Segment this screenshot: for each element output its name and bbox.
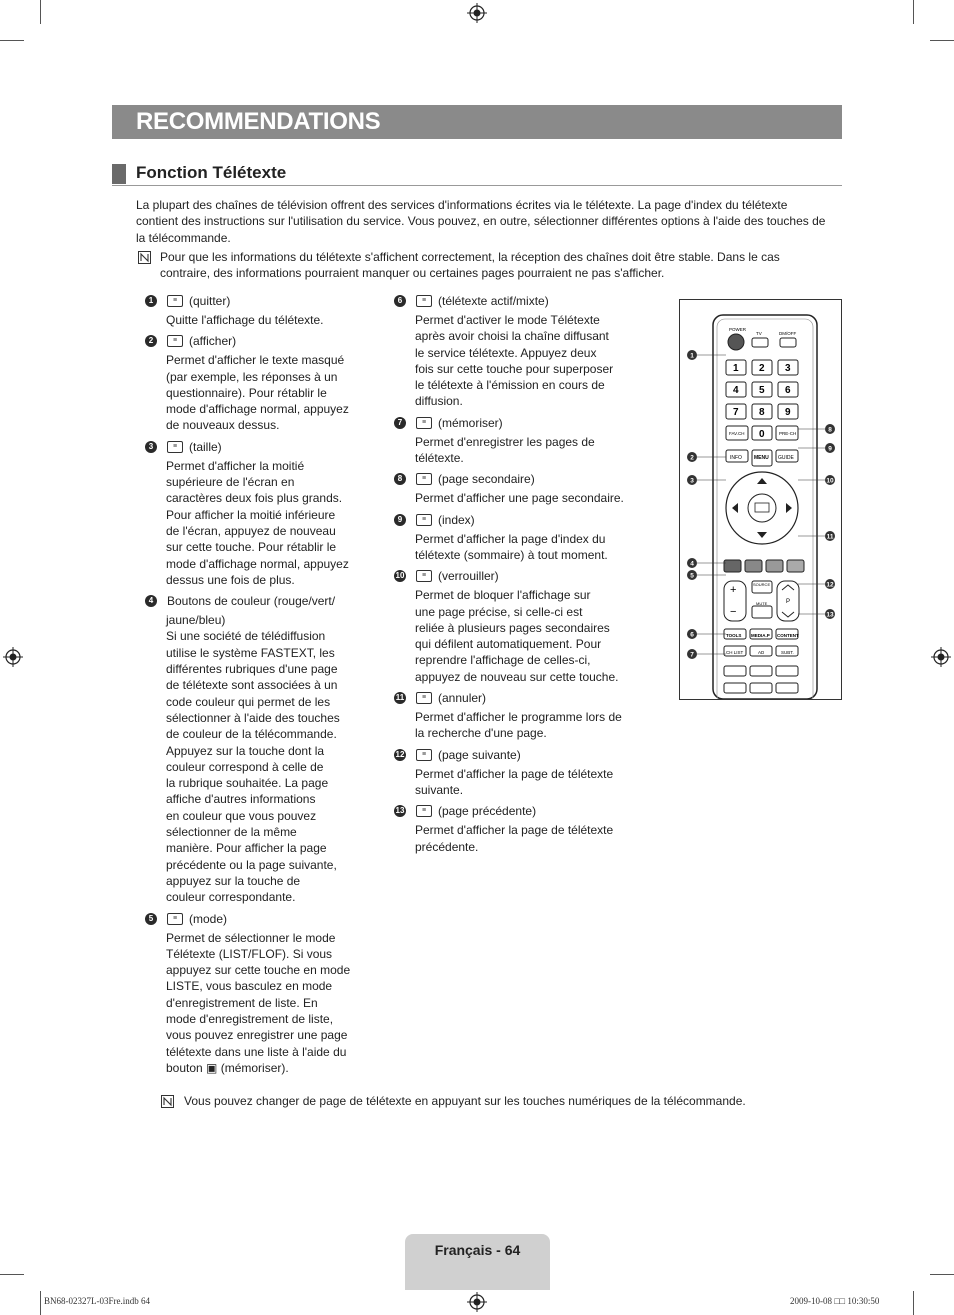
remote-source-label: SOURCE <box>753 582 771 587</box>
item-description <box>415 587 634 685</box>
left-column <box>145 293 370 1081</box>
description-line: couleur correspondante. <box>166 890 296 905</box>
section-title: Fonction Télétexte <box>136 163 287 182</box>
item-label: (index) <box>438 512 475 527</box>
description-line: appuyez de nouveau sur cette touche. <box>415 669 619 684</box>
description-line: sur cette touche. Pour rétablir le <box>166 540 337 555</box>
remote-digit-label: 6 <box>785 385 791 396</box>
description-line: Permet d'afficher la page d'index du <box>415 531 606 546</box>
item-number-badge: 12 <box>395 749 405 759</box>
description-line: le service télétexte. Appuyez deux <box>415 345 597 360</box>
remote-digit-label: 7 <box>733 407 739 418</box>
size-icon: ≡ <box>167 441 183 453</box>
item-description <box>415 531 634 564</box>
registration-mark-icon <box>3 647 23 667</box>
remote-guide-label: GUIDE <box>778 455 794 461</box>
description-line: dessus une fois de plus. <box>166 572 295 587</box>
description-line: Si une société de télédiffusion <box>166 629 326 644</box>
item-label: (quitter) <box>189 294 231 308</box>
page-number-label: Français - 64 <box>434 1242 521 1258</box>
page-title: RECOMMENDATIONS <box>136 108 381 135</box>
item-label: (annuler) <box>438 691 487 706</box>
item-description <box>415 434 634 467</box>
description-line: (par exemple, les réponses à un <box>166 369 338 384</box>
remote-dmoff-label: DM/OFF <box>779 331 797 336</box>
item-label: (page suivante) <box>438 747 521 762</box>
section-marker <box>112 164 126 184</box>
exit-tv-icon: ≡ <box>167 295 183 307</box>
callout-label: 11 <box>826 533 834 541</box>
note-line: contraire, des informations pourraient manquer ou certaines pages pourraient ne pas s'afficher. <box>160 266 665 281</box>
description-line: une page précise, si celle-ci est <box>415 604 583 619</box>
item-heading <box>145 439 370 455</box>
callout-label: 4 <box>690 560 694 568</box>
registration-mark-icon <box>467 1292 487 1312</box>
description-line: Permet de bloquer l'affichage sur <box>415 588 591 603</box>
remote-content-label: CONTENT <box>777 633 799 638</box>
callout-label: 1 <box>690 352 694 360</box>
description-line: supérieure de l'écran en <box>166 475 295 490</box>
description-line: reprendre l'affichage de celles-ci, <box>415 653 591 668</box>
description-line: diffusion. <box>415 394 463 409</box>
remote-digit-label: 5 <box>759 385 765 396</box>
description-line: Pour afficher la moitié inférieure <box>166 507 336 522</box>
description-line: jaune/bleu) <box>166 613 226 628</box>
description-line: en couleur que vous pouvez <box>166 808 317 823</box>
remote-digit-label: 1 <box>733 363 739 374</box>
description-line: Télétexte (LIST/FLOF). Si vous <box>166 946 333 961</box>
description-line: utilise le système FASTEXT, les <box>166 645 335 660</box>
description-line: code couleur qui permet de les <box>166 694 331 709</box>
description-line: de télétexte sont associées à un <box>166 678 338 693</box>
callout-label: 2 <box>690 454 694 462</box>
description-line: Quitte l'affichage du télétexte. <box>166 313 324 327</box>
item-heading <box>145 333 370 349</box>
reveal-icon: ≡ <box>167 335 183 347</box>
remote-p-label: P <box>786 599 791 605</box>
description-line: Permet d'enregistrer les pages de <box>415 434 595 449</box>
remote-illustration <box>679 299 842 700</box>
callout-label: 6 <box>690 631 694 639</box>
item-number-badge: 9 <box>394 514 406 526</box>
remote-mute-label: MUTE <box>756 601 768 606</box>
remote-tools-label: TOOLS <box>726 633 742 638</box>
remote-ad-label: AD <box>758 650 765 655</box>
description-line: la recherche d'une page. <box>415 726 547 741</box>
crop-mark <box>913 0 914 24</box>
item-label: (page secondaire) <box>438 472 535 487</box>
remote-power-label: POWER <box>729 327 747 332</box>
item-number-badge: 13 <box>395 806 405 816</box>
item-heading <box>394 471 634 487</box>
remote-tv-label: TV <box>756 331 762 336</box>
callout-label: 12 <box>826 581 834 589</box>
item-heading <box>394 415 634 431</box>
svg-text:+: + <box>730 584 737 596</box>
remote-chlist-label: CH LIST <box>726 650 744 655</box>
crop-mark <box>930 1274 954 1275</box>
item-number-badge: 3 <box>145 441 157 453</box>
crop-mark <box>40 0 41 24</box>
item-heading <box>394 568 634 584</box>
note-icon <box>138 251 151 264</box>
description-line: télétexte. <box>415 451 464 466</box>
description-line: reliée à plusieurs pages secondaires <box>415 620 610 635</box>
print-file-info: BN68-02327L-03Fre.indb 64 <box>44 1296 150 1306</box>
intro-line: contient des instructions sur l'utilisation du service. Vous pouvez, en outre, sélectionner différentes options à l'aide des touches de <box>136 214 826 229</box>
item-number-badge: 11 <box>395 693 405 703</box>
item-heading <box>145 593 370 609</box>
crop-mark <box>0 1274 24 1275</box>
item-heading <box>145 293 370 309</box>
hold-icon: ≡ <box>416 570 432 582</box>
page-footer-tab <box>405 1234 550 1290</box>
item-label: (page précédente) <box>438 804 537 819</box>
remote-digit-label: 4 <box>733 385 739 396</box>
callout-label: 10 <box>826 477 834 485</box>
page-up-icon: ≡ <box>416 749 432 761</box>
description-line: fois sur cette touche pour superposer <box>415 361 614 376</box>
description-line: télétexte dans une liste à l'aide du <box>166 1044 347 1059</box>
remote-digit-label: 8 <box>759 407 765 418</box>
item-label: (afficher) <box>189 334 237 349</box>
description-line: questionnaire). Pour rétablir le <box>166 385 327 400</box>
remote-digit-pad <box>726 360 798 419</box>
description-line: précédente ou la page suivante, <box>166 857 337 872</box>
description-line: mode d'affichage normal, appuyez <box>166 556 349 571</box>
item-label: (taille) <box>189 439 222 454</box>
remote-digit-label: 2 <box>759 363 765 374</box>
note-paragraph: Vous pouvez changer de page de télétexte en appuyant sur les touches numériques de la télécommande. <box>184 1094 746 1108</box>
svg-text:−: − <box>730 606 737 618</box>
item-heading <box>394 747 634 763</box>
index-icon: ≡ <box>416 514 432 526</box>
item-number-badge: 2 <box>145 335 157 347</box>
remote-fav-label: FAV.CH <box>729 431 745 436</box>
callout-label: 7 <box>690 651 694 659</box>
right-column <box>394 293 634 860</box>
remote-digit-label: 9 <box>785 407 791 418</box>
item-description <box>415 490 634 506</box>
description-line: de nouveaux dessus. <box>166 418 280 433</box>
description-line: Permet d'afficher le texte masqué <box>166 353 345 368</box>
description-line: vous pouvez enregistrer une page <box>166 1028 348 1043</box>
item-description <box>166 930 370 1077</box>
item-heading <box>145 911 370 927</box>
description-line: Permet d'activer le mode Télétexte <box>415 313 600 327</box>
crop-mark <box>0 40 24 41</box>
description-line: télétexte (sommaire) à tout moment. <box>415 547 608 562</box>
remote-digit-label: 3 <box>785 363 791 374</box>
description-line: Permet de sélectionner le mode <box>166 930 336 945</box>
note-line: Pour que les informations du télétexte s'affichent correctement, la réception des chaînes doit être stable. Dans le cas <box>160 250 780 264</box>
description-line: sélectionner de la même <box>166 825 297 840</box>
callout-label: 8 <box>828 426 832 434</box>
description-line: affiche d'autres informations <box>166 792 316 807</box>
item-description <box>166 352 370 433</box>
item-description <box>415 312 634 410</box>
item-number-badge: 4 <box>145 595 157 607</box>
print-date-info: 2009-10-08 □□ 10:30:50 <box>790 1296 880 1306</box>
item-heading <box>394 512 634 528</box>
item-number-badge: 5 <box>145 913 157 925</box>
description-line: manière. Pour afficher la page <box>166 841 327 856</box>
description-line: Permet d'afficher le programme lors de <box>415 710 622 725</box>
item-label: (verrouiller) <box>438 569 499 584</box>
item-heading <box>394 690 634 706</box>
description-line: Permet d'afficher une page secondaire. <box>415 491 624 506</box>
remote-zero-label: 0 <box>759 429 765 440</box>
page-down-icon: ≡ <box>416 805 432 817</box>
crop-mark <box>930 40 954 41</box>
mode-icon: ≡ <box>167 913 183 925</box>
remote-menu-label: MENU <box>754 455 769 461</box>
description-line: précédente. <box>415 839 479 854</box>
crop-mark <box>40 1291 41 1315</box>
description-line: Permet d'afficher la page de télétexte <box>415 823 614 838</box>
cancel-icon: ≡ <box>416 692 432 704</box>
teletext-mix-icon: ≡ <box>416 295 432 307</box>
description-line: bouton ▣ (mémoriser). <box>166 1060 289 1075</box>
item-number-badge: 6 <box>394 295 406 307</box>
description-line: Permet d'afficher la page de télétexte <box>415 766 614 781</box>
page-title-bar <box>112 105 842 139</box>
registration-mark-icon <box>467 3 487 23</box>
store-icon: ≡ <box>416 417 432 429</box>
intro-paragraph <box>136 197 825 246</box>
description-line: Permet d'afficher la moitié <box>166 458 305 473</box>
registration-mark-icon <box>931 647 951 667</box>
intro-line: La plupart des chaînes de télévision offrent des services d'informations écrites via le télétexte. La page d'index du télétexte <box>136 198 788 212</box>
item-description <box>166 312 370 328</box>
description-line: la rubrique souhaitée. La page <box>166 776 329 791</box>
description-line: mode d'enregistrement de liste, <box>166 1011 334 1026</box>
description-line: après avoir choisi la chaîne diffusant <box>415 329 609 344</box>
item-label: (mode) <box>189 911 228 926</box>
item-label: Boutons de couleur (rouge/vert/ <box>167 594 336 609</box>
item-number-badge: 8 <box>394 473 406 485</box>
sub-page-icon: ≡ <box>416 473 432 485</box>
description-line: de couleur de la télécommande. <box>166 727 337 742</box>
description-line: LISTE, vous basculez en mode <box>166 979 333 994</box>
item-description <box>415 709 634 742</box>
intro-line: la télécommande. <box>136 230 231 245</box>
callout-label: 13 <box>826 611 834 619</box>
description-line: Appuyez sur la touche dont la <box>166 743 325 758</box>
description-line: qui défilent automatiquement. Pour <box>415 637 602 652</box>
description-line: de l'écran, appuyez de nouveau <box>166 523 336 538</box>
remote-control-icon <box>680 300 841 699</box>
remote-subt-label: SUBT. <box>781 650 794 655</box>
item-description <box>166 612 370 905</box>
description-line: sélectionner à l'aide des touches <box>166 710 340 725</box>
description-line: couleur correspond à celle de <box>166 759 324 774</box>
remote-mediap-label: MEDIA.P <box>751 633 770 638</box>
description-line: suivante. <box>415 782 464 797</box>
note-icon <box>161 1095 174 1108</box>
description-line: appuyez sur cette touche en mode <box>166 963 351 978</box>
crop-mark <box>913 1291 914 1315</box>
description-line: le télétexte à l'émission en cours de <box>415 378 605 393</box>
remote-info-label: INFO <box>730 455 742 461</box>
remote-prech-label: PRE-CH <box>779 431 797 436</box>
item-number-badge: 1 <box>145 295 157 307</box>
description-line: différentes rubriques d'une page <box>166 662 338 677</box>
item-number-badge: 10 <box>395 571 405 581</box>
item-label: (mémoriser) <box>438 415 503 430</box>
description-line: d'enregistrement de liste. En <box>166 995 318 1010</box>
description-line: mode d'affichage normal, appuyez <box>166 402 349 417</box>
description-line: caractères deux fois plus grands. <box>166 491 343 506</box>
item-number-badge: 7 <box>394 417 406 429</box>
item-heading <box>394 803 634 819</box>
item-label: (télétexte actif/mixte) <box>438 294 549 308</box>
item-description <box>166 458 370 588</box>
callout-label: 3 <box>690 477 694 485</box>
callout-label: 9 <box>828 445 832 453</box>
note-paragraph <box>160 249 780 282</box>
item-description <box>415 822 634 855</box>
description-line: appuyez sur la touche de <box>166 873 301 888</box>
item-description <box>415 766 634 799</box>
section-rule <box>112 185 842 186</box>
callout-label: 5 <box>690 572 694 580</box>
item-heading <box>394 293 634 309</box>
